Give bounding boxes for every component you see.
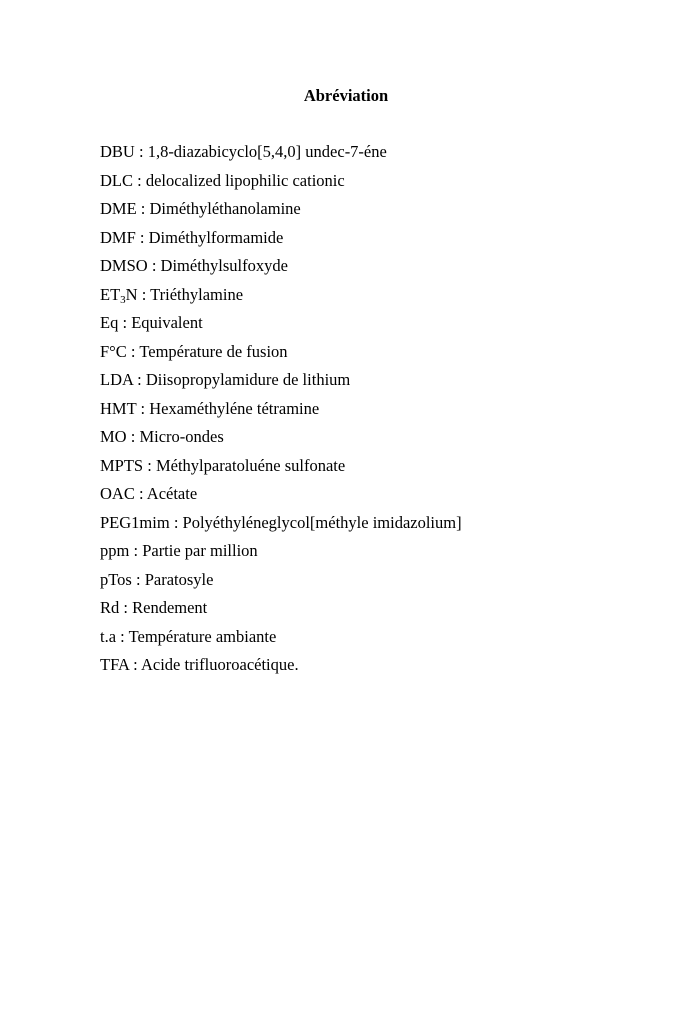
abbreviation-term-suffix: N [125, 284, 138, 304]
abbreviation-definition: Température de fusion [139, 341, 288, 361]
abbreviation-term: DMF [100, 227, 136, 247]
abbreviation-item-rd [100, 598, 462, 627]
abbreviation-definition: Acétate [146, 484, 198, 503]
abbreviation-item-eq [100, 313, 462, 342]
abbreviation-term: pTos [100, 569, 132, 589]
abbreviation-item-ta [100, 627, 462, 656]
abbreviation-definition: Température ambiante [128, 626, 277, 646]
abbreviation-definition: Diméthyléthanolamine [149, 199, 301, 218]
abbreviation-term: OAC [100, 484, 135, 503]
abbreviation-definition: Triéthylamine [150, 284, 244, 304]
separator: : [116, 626, 129, 646]
separator: : [119, 598, 133, 617]
abbreviation-item-mo [100, 427, 462, 456]
abbreviation-item-dme [100, 199, 462, 228]
separator: : [169, 512, 183, 532]
separator: : [137, 284, 151, 304]
abbreviation-item-dmso [100, 256, 462, 285]
abbreviation-definition: Equivalent [131, 313, 203, 332]
abbreviation-term: Rd [100, 598, 120, 617]
separator: : [131, 569, 145, 589]
abbreviation-term: DMSO [100, 256, 148, 275]
abbreviation-definition: Partie par million [142, 541, 258, 560]
abbreviation-definition: Polyéthyléneglycol[méthyle imidazolium] [182, 512, 462, 532]
separator: : [129, 655, 141, 674]
abbreviation-definition: Hexaméthyléne tétramine [149, 398, 320, 418]
separator: : [136, 398, 150, 418]
abbreviation-term: DLC [100, 170, 133, 190]
abbreviation-definition: 1,8-diazabicyclo[5,4,0] undec-7-éne [147, 142, 387, 161]
abbreviation-list [100, 142, 462, 684]
abbreviation-term: LDA [100, 370, 133, 389]
abbreviation-term: t.a [100, 626, 117, 646]
abbreviation-item-peg1mim [100, 513, 462, 542]
abbreviation-definition: Diisopropylamidure de lithium [145, 370, 351, 389]
abbreviation-term: ppm [100, 541, 130, 560]
separator: : [135, 227, 149, 247]
separator: : [133, 370, 146, 389]
separator: : [134, 142, 148, 161]
abbreviation-item-ptos [100, 570, 462, 599]
abbreviation-definition: Diméthylsulfoxyde [160, 256, 288, 275]
separator: : [126, 427, 140, 446]
abbreviation-item-ppm [100, 541, 462, 570]
abbreviation-item-dlc [100, 171, 462, 200]
separator: : [133, 170, 146, 190]
abbreviation-term: MO [100, 427, 127, 446]
separator: : [118, 313, 132, 332]
abbreviation-term: TFA [100, 655, 130, 674]
separator: : [126, 341, 140, 361]
separator: : [147, 256, 161, 275]
abbreviation-item-oac [100, 484, 462, 513]
abbreviation-term [100, 285, 138, 304]
abbreviation-definition: Méthylparatoluéne sulfonate [155, 455, 346, 475]
abbreviation-definition: Rendement [132, 598, 208, 617]
abbreviation-item-fc [100, 342, 462, 371]
abbreviation-item-tfa [100, 655, 462, 684]
abbreviation-definition: Paratosyle [144, 569, 214, 589]
separator: : [134, 484, 147, 503]
separator: : [129, 541, 143, 560]
page-title: Abréviation [303, 86, 389, 105]
abbreviation-term: F°C [100, 341, 127, 361]
abbreviation-item-dbu [100, 142, 462, 171]
abbreviation-definition: delocalized lipophilic cationic [145, 170, 345, 190]
abbreviation-item-hmt [100, 399, 462, 428]
separator: : [136, 199, 150, 218]
abbreviation-term-subscript: 3 [120, 293, 126, 306]
abbreviation-definition: Acide trifluoroacétique. [140, 655, 299, 674]
abbreviation-term: HMT [100, 398, 137, 418]
abbreviation-item-mpts [100, 456, 462, 485]
abbreviation-term: PEG1mim [100, 512, 170, 532]
abbreviation-term: DME [100, 199, 137, 218]
abbreviation-definition: Diméthylformamide [148, 227, 284, 247]
abbreviation-term-prefix: ET [100, 284, 121, 304]
abbreviation-item-lda [100, 370, 462, 399]
separator: : [143, 455, 156, 475]
abbreviation-item-et3n [100, 285, 462, 314]
abbreviation-item-dmf [100, 228, 462, 257]
abbreviation-term: Eq [100, 313, 119, 332]
abbreviation-term: DBU [100, 142, 135, 161]
abbreviation-definition: Micro-ondes [139, 427, 224, 446]
abbreviation-term: MPTS [100, 455, 144, 475]
